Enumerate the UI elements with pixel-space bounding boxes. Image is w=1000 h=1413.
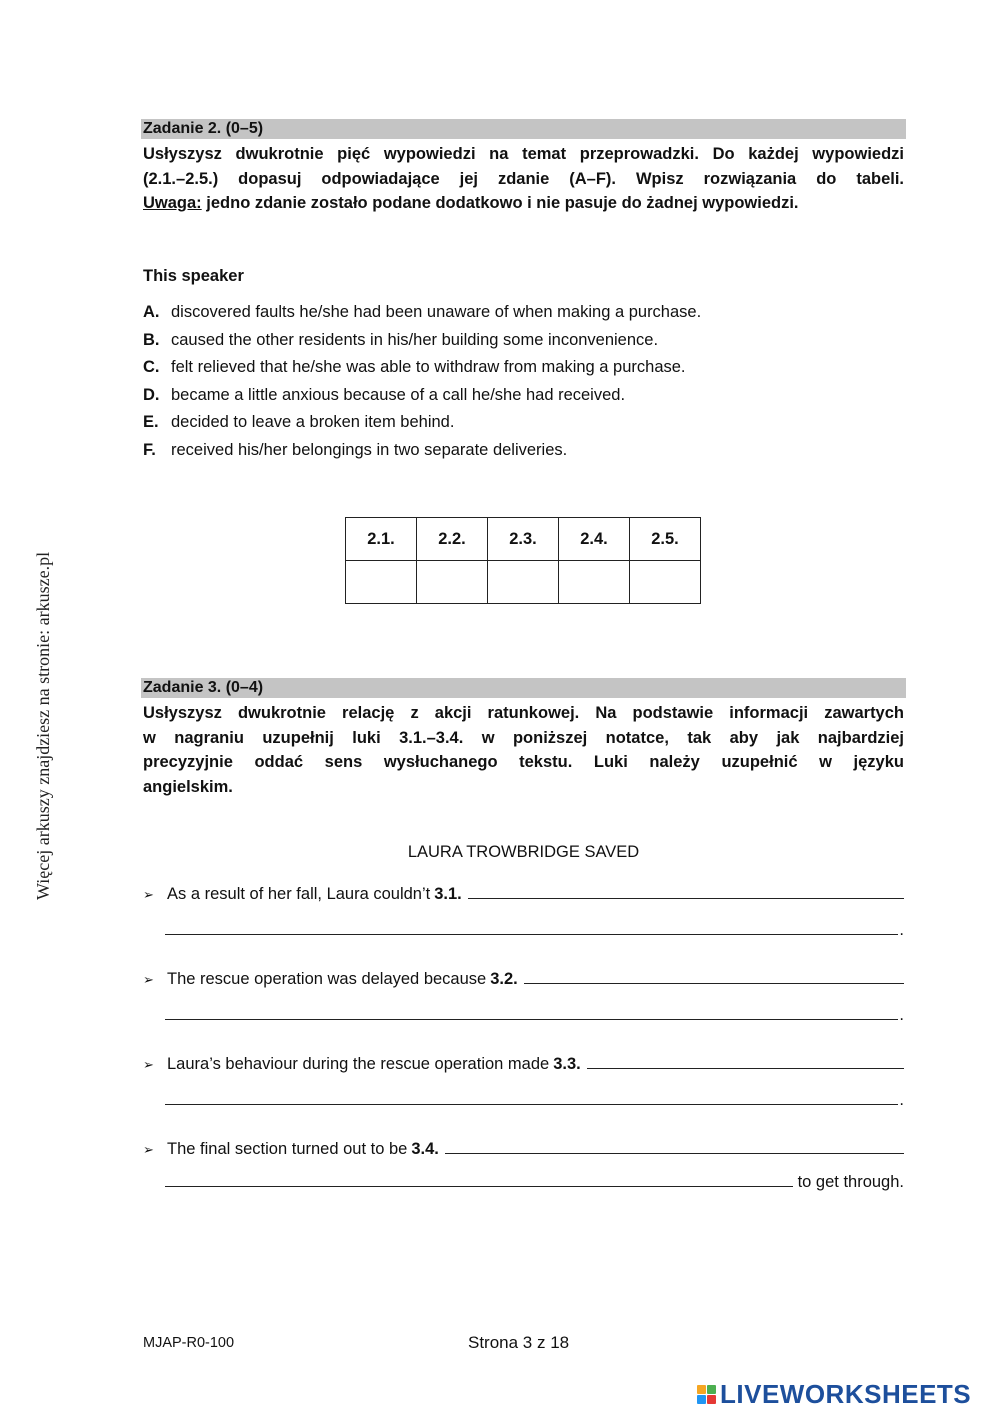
option-f <box>143 438 701 466</box>
bullet-arrow-icon: ➢ <box>143 887 154 902</box>
gap-3-4-input[interactable] <box>445 1139 904 1154</box>
answer-cell-2-5[interactable] <box>630 561 701 604</box>
note-item-3-3 <box>143 1054 904 1114</box>
option-c <box>143 355 701 383</box>
option-d <box>143 383 701 411</box>
answer-table <box>345 517 701 604</box>
option-a <box>143 300 701 328</box>
option-letter: C. <box>143 358 160 377</box>
task2-note <box>143 191 904 216</box>
logo-square-icon <box>697 1385 706 1394</box>
logo-grid-icon <box>697 1385 716 1404</box>
bullet-arrow-icon: ➢ <box>143 1057 154 1072</box>
option-text: decided to leave a broken item behind. <box>171 413 455 432</box>
line-end: . <box>899 1091 904 1109</box>
note-text: The final section turned out to be <box>167 1140 408 1158</box>
options-list <box>143 300 701 466</box>
gap-3-1-input-continued[interactable] <box>165 920 898 935</box>
gap-3-2-input-continued[interactable] <box>165 1005 898 1020</box>
task2-note-label: Uwaga: <box>143 194 202 212</box>
option-text: became a little anxious because of a call he/she had received. <box>171 385 626 404</box>
note-item-3-1 <box>143 884 904 944</box>
note-text: Laura’s behaviour during the rescue operation made <box>167 1055 550 1073</box>
task3-instructions-line: angielskim. <box>143 777 233 796</box>
option-e <box>143 410 701 438</box>
logo-square-icon <box>707 1385 716 1394</box>
gap-number: 3.2. <box>490 970 518 988</box>
liveworksheets-logo <box>697 1379 971 1410</box>
task3-instructions-line: precyzyjnie oddać sens wysłuchanego tekstu. Luki należy uzupełnić w języku <box>143 753 904 771</box>
answer-cell-2-2[interactable] <box>417 561 488 604</box>
option-letter: A. <box>143 303 160 321</box>
gap-number: 3.1. <box>434 885 462 903</box>
task2-header: Zadanie 2. (0–5) <box>141 119 906 139</box>
answer-header-2-2: 2.2. <box>417 518 488 561</box>
option-letter: F. <box>143 440 156 459</box>
task2-instructions <box>143 142 904 216</box>
option-text: discovered faults he/she had been unaware of when making a purchase. <box>171 303 702 321</box>
option-letter: B. <box>143 330 160 349</box>
speaker-title: This speaker <box>143 267 244 285</box>
line-end-text: to get through. <box>797 1173 904 1191</box>
gap-number: 3.4. <box>411 1140 439 1158</box>
gap-3-4-input-continued[interactable] <box>165 1172 793 1187</box>
gap-3-3-input-continued[interactable] <box>165 1090 898 1105</box>
gap-3-2-input[interactable] <box>524 969 904 984</box>
answer-table-input-row <box>346 561 701 604</box>
answer-header-2-4: 2.4. <box>559 518 630 561</box>
option-b <box>143 328 701 356</box>
logo-text: LIVEWORKSHEETS <box>720 1379 972 1409</box>
option-text: received his/her belongings in two separate deliveries. <box>171 440 568 459</box>
line-end: . <box>899 921 904 939</box>
note-item-3-4 <box>143 1139 904 1196</box>
option-text: felt relieved that he/she was able to withdraw from making a purchase. <box>171 358 686 377</box>
logo-square-icon <box>697 1395 706 1404</box>
task3-instructions-line: Usłyszysz dwukrotnie relację z akcji ratunkowej. Na podstawie informacji zawartych <box>143 704 904 722</box>
answer-table-header-row <box>346 518 701 561</box>
bullet-arrow-icon: ➢ <box>143 1142 154 1157</box>
answer-header-2-3: 2.3. <box>488 518 559 561</box>
notes-title: LAURA TROWBRIDGE SAVED <box>407 843 640 861</box>
side-watermark-text: Więcej arkuszy znajdziesz na stronie: arkusze.pl <box>33 551 53 900</box>
option-letter: D. <box>143 385 160 404</box>
option-letter: E. <box>143 413 159 432</box>
option-text: caused the other residents in his/her building some inconvenience. <box>171 330 659 349</box>
bullet-arrow-icon: ➢ <box>143 972 154 987</box>
task3-instructions <box>143 701 904 799</box>
footer-code: MJAP-R0-100 <box>143 1335 235 1351</box>
line-end: . <box>899 1006 904 1024</box>
footer-page-number: Strona 3 z 18 <box>468 1333 570 1352</box>
logo-square-icon <box>707 1395 716 1404</box>
task3-instructions-line: w nagraniu uzupełnij luki 3.1.–3.4. w poniższej notatce, tak aby jak najbardziej <box>143 728 904 747</box>
task2-instructions-line: Usłyszysz dwukrotnie pięć wypowiedzi na temat przeprowadzki. Do każdej wypowiedzi <box>143 145 904 163</box>
note-item-3-2 <box>143 969 904 1029</box>
answer-cell-2-3[interactable] <box>488 561 559 604</box>
gap-3-3-input[interactable] <box>587 1054 904 1069</box>
gap-number: 3.3. <box>553 1055 581 1073</box>
task3-header: Zadanie 3. (0–4) <box>141 678 906 698</box>
answer-cell-2-4[interactable] <box>559 561 630 604</box>
note-text: As a result of her fall, Laura couldn’t <box>167 885 431 903</box>
answer-cell-2-1[interactable] <box>346 561 417 604</box>
answer-header-2-1: 2.1. <box>346 518 417 561</box>
task2-note-text: jedno zdanie zostało podane dodatkowo i nie pasuje do żadnej wypowiedzi. <box>201 194 799 212</box>
gap-3-1-input[interactable] <box>468 884 904 899</box>
note-text: The rescue operation was delayed because <box>167 970 487 988</box>
task2-instructions-line: (2.1.–2.5.) dopasuj odpowiadające jej zdanie (A–F). Wpisz rozwiązania do tabeli. <box>143 169 904 188</box>
answer-header-2-5: 2.5. <box>630 518 701 561</box>
